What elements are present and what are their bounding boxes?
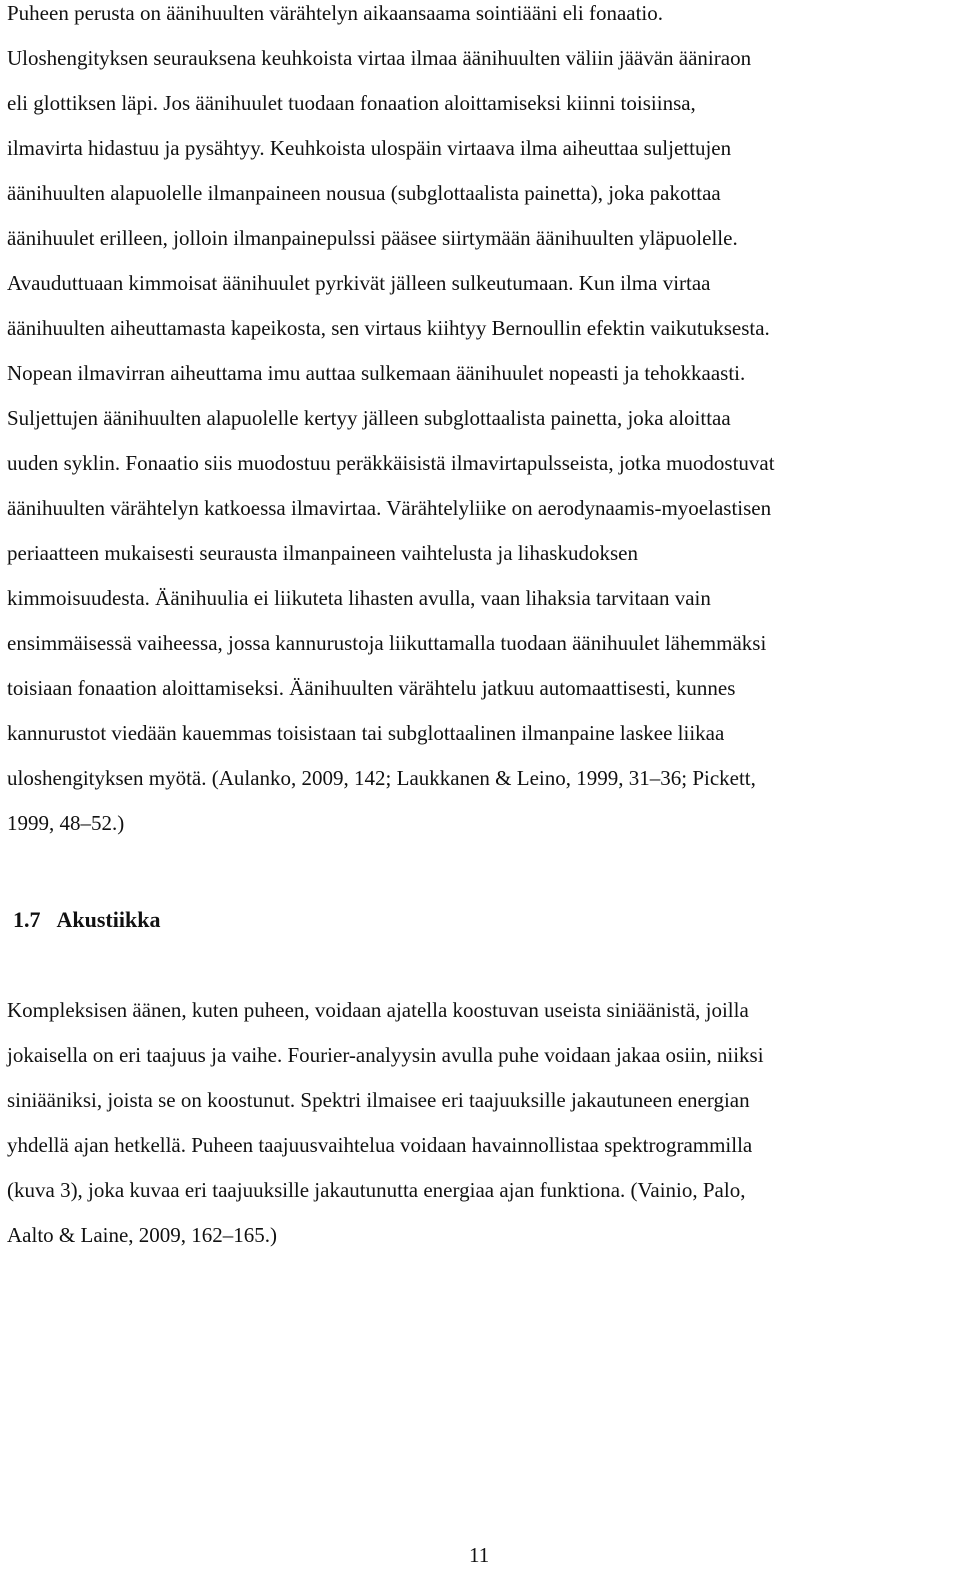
text-line: Avauduttuaan kimmoisat äänihuulet pyrkivät jälleen sulkeutumaan. Kun ilma virtaa xyxy=(7,271,711,295)
text-line: kimmoisuudesta. Äänihuulia ei liikuteta lihasten avulla, vaan lihaksia tarvitaan vain xyxy=(7,586,711,610)
page-number: 11 xyxy=(469,1543,490,1567)
section-title: Akustiikka xyxy=(56,907,161,932)
text-line: kannurustot viedään kauemmas toisistaan tai subglottaalinen ilmanpaine laskee liikaa xyxy=(7,721,725,745)
text-line: ensimmäisessä vaiheessa, jossa kannurustoja liikuttamalla tuodaan äänihuulet lähemmäksi xyxy=(7,631,767,655)
text-line: Puheen perusta on äänihuulten värähtelyn aikaansaama sointiääni eli fonaatio. xyxy=(7,1,664,25)
section-heading xyxy=(13,909,160,931)
text-line: Uloshengityksen seurauksena keuhkoista virtaa ilmaa äänihuulten väliin jäävän ääniraon xyxy=(7,46,752,70)
text-line: ilmavirta hidastuu ja pysähtyy. Keuhkoista ulospäin virtaava ilma aiheuttaa suljettujen xyxy=(7,136,732,160)
text-line: toisiaan fonaation aloittamiseksi. Äänihuulten värähtelu jatkuu automaattisesti, kunnes xyxy=(7,676,736,700)
text-line: eli glottiksen läpi. Jos äänihuulet tuodaan fonaation aloittamiseksi kiinni toisiinsa, xyxy=(7,91,696,115)
text-line: 1999, 48–52.) xyxy=(7,811,125,835)
text-line: uloshengityksen myötä. (Aulanko, 2009, 142; Laukkanen & Leino, 1999, 31–36; Pickett, xyxy=(7,766,756,790)
text-line: yhdellä ajan hetkellä. Puheen taajuusvaihtelua voidaan havainnollistaa spektrogrammilla xyxy=(7,1133,753,1157)
text-line: uuden syklin. Fonaatio siis muodostuu peräkkäisistä ilmavirtapulsseista, jotka muodostuvat xyxy=(7,451,775,475)
section-number: 1.7 xyxy=(13,907,41,932)
text-line: äänihuulten aiheuttamasta kapeikosta, sen virtaus kiihtyy Bernoullin efektin vaikutuksesta. xyxy=(7,316,770,340)
text-line: Kompleksisen äänen, kuten puheen, voidaan ajatella koostuvan useista siniäänistä, joilla xyxy=(7,998,749,1022)
text-line: (kuva 3), joka kuvaa eri taajuuksille jakautunutta energiaa ajan funktiona. (Vainio, Palo, xyxy=(7,1178,746,1202)
text-line: periaatteen mukaisesti seurausta ilmanpaineen vaihtelusta ja lihaskudoksen xyxy=(7,541,638,565)
text-line: äänihuulten alapuolelle ilmanpaineen nousua (subglottaalista painetta), joka pakottaa xyxy=(7,181,721,205)
text-line: siniääniksi, joista se on koostunut. Spektri ilmaisee eri taajuuksille jakautuneen energian xyxy=(7,1088,750,1112)
text-line: äänihuulet erilleen, jolloin ilmanpainepulssi pääsee siirtymään äänihuulten yläpuolelle. xyxy=(7,226,738,250)
text-line: äänihuulten värähtelyn katkoessa ilmavirtaa. Värähtelyliike on aerodynaamis-myoelastisen xyxy=(7,496,772,520)
text-line: Nopean ilmavirran aiheuttama imu auttaa sulkemaan äänihuulet nopeasti ja tehokkaasti. xyxy=(7,361,746,385)
text-line: Aalto & Laine, 2009, 162–165.) xyxy=(7,1223,278,1247)
text-line: Suljettujen äänihuulten alapuolelle kertyy jälleen subglottaalista painetta, joka aloittaa xyxy=(7,406,731,430)
text-line: jokaisella on eri taajuus ja vaihe. Fourier-analyysin avulla puhe voidaan jakaa osiin, niiksi xyxy=(7,1043,764,1067)
